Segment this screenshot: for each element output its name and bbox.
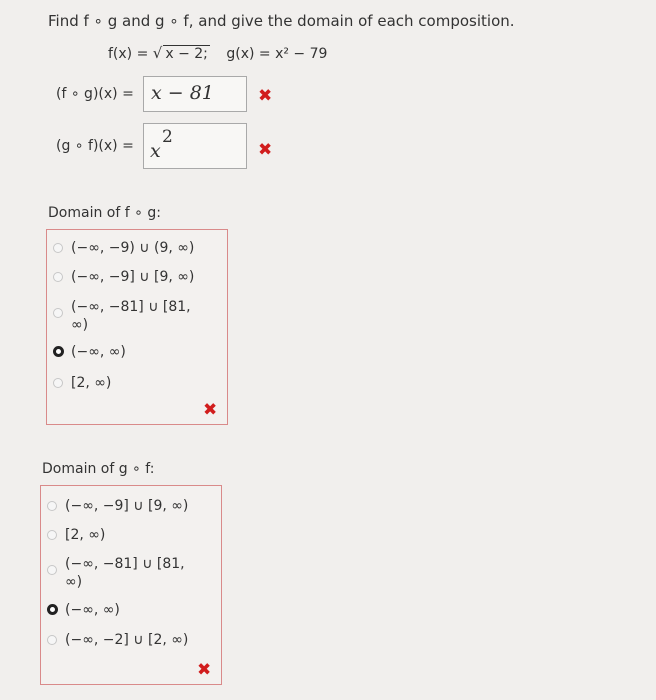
radio-icon[interactable] — [53, 243, 63, 253]
problem-prompt: Find f ∘ g and g ∘ f, and give the domain of each composition. — [48, 12, 515, 30]
g-definition: g(x) = x² − 79 — [226, 46, 328, 62]
radio-selected-icon[interactable] — [53, 346, 64, 357]
fog-label: (f ∘ g)(x) = — [56, 86, 134, 102]
f-radicand: x − 2; — [165, 46, 208, 62]
fog-incorrect-icon: ✖ — [258, 86, 273, 106]
domain-gof-incorrect-icon: ✖ — [197, 660, 212, 680]
gof-answer-base: x — [150, 140, 161, 162]
domain-fog-incorrect-icon: ✖ — [203, 400, 218, 420]
sqrt-icon: √ — [152, 44, 163, 62]
radio-icon[interactable] — [47, 565, 57, 575]
domain-gof-choices: (−∞, −9] ∪ [9, ∞) [2, ∞) (−∞, −81] ∪ [81, ∞) (−∞, ∞) (−∞, −2] ∪ [2, ∞) ✖ — [40, 485, 222, 685]
radio-icon[interactable] — [47, 530, 57, 540]
gof-incorrect-icon: ✖ — [258, 140, 273, 160]
gof-answer-exponent: 2 — [162, 127, 173, 147]
radio-icon[interactable] — [47, 635, 57, 645]
function-definitions — [108, 44, 327, 62]
domain-gof-title: Domain of g ∘ f: — [42, 461, 155, 477]
domain-fog-choices: (−∞, −9) ∪ (9, ∞) (−∞, −9] ∪ [9, ∞) (−∞, −81] ∪ [81, ∞) (−∞, ∞) [2, ∞) ✖ — [46, 229, 228, 425]
radio-icon[interactable] — [53, 308, 63, 318]
radio-icon[interactable] — [53, 272, 63, 282]
radio-selected-icon[interactable] — [47, 604, 58, 615]
fog-answer-input[interactable] — [143, 76, 247, 112]
radio-icon[interactable] — [47, 501, 57, 511]
fog-answer-value: x − 81 — [151, 82, 214, 104]
radio-icon[interactable] — [53, 378, 63, 388]
f-definition-lhs: f(x) = — [108, 46, 149, 62]
domain-fog-title: Domain of f ∘ g: — [48, 205, 161, 221]
gof-answer-input[interactable] — [143, 123, 247, 169]
gof-label: (g ∘ f)(x) = — [56, 138, 134, 154]
